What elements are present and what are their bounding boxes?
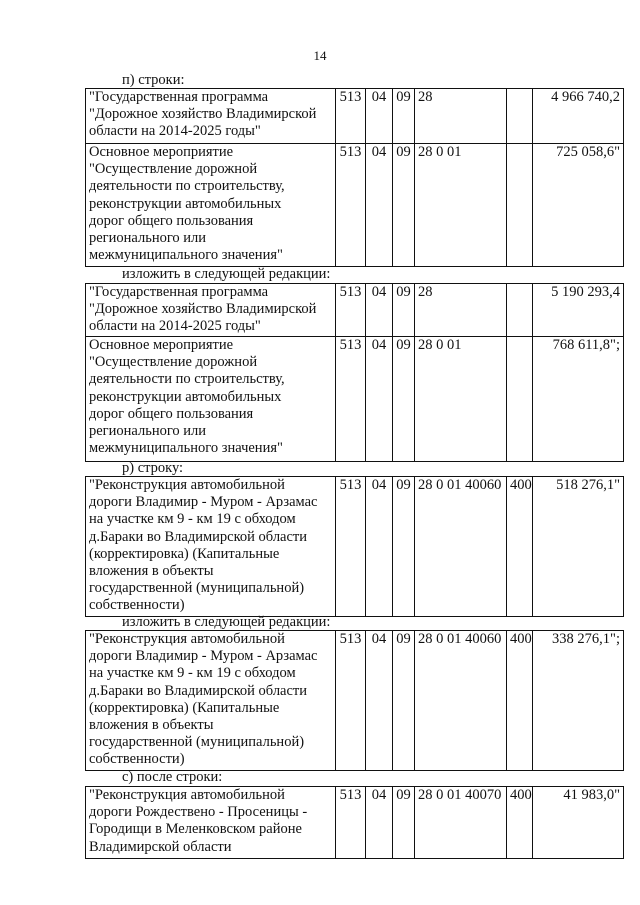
subsection-code: 09 <box>393 337 415 462</box>
table-row <box>86 787 624 859</box>
row-name: "Государственная программа "Дорожное хозяйство Владимирской области на 2014-2025 годы" <box>86 89 336 144</box>
subsection-code: 09 <box>393 477 415 617</box>
subsection-code: 09 <box>393 89 415 144</box>
ministry-code: 513 <box>336 477 366 617</box>
row-name: "Реконструкция автомобильной дороги Владимир - Муром - Арзамас на участке км 9 - км 19 с обходом д.Бараки во Владимирской области (корректировка) (Капитальные вложения в объекты государственной (муниципальной) собственности) <box>86 631 336 771</box>
budget-table <box>85 630 624 771</box>
expense-type-code <box>507 144 533 267</box>
amount: 4 966 740,2 <box>533 89 624 144</box>
table-row <box>86 337 624 462</box>
row-name: "Реконструкция автомобильной дороги Рождествено - Просеницы - Городищи в Меленковском районе Владимирской области <box>86 787 336 859</box>
ministry-code: 513 <box>336 144 366 267</box>
target-article-code: 28 0 01 40060 <box>415 631 507 771</box>
table-row <box>86 477 624 617</box>
section-caption: п) строки: <box>122 72 185 88</box>
table-row <box>86 284 624 337</box>
section-caption: р) строку: <box>122 460 184 476</box>
amount: 338 276,1"; <box>533 631 624 771</box>
expense-type-code: 400 <box>507 787 533 859</box>
target-article-code: 28 0 01 40070 <box>415 787 507 859</box>
table-row <box>86 144 624 267</box>
expense-type-code <box>507 284 533 337</box>
ministry-code: 513 <box>336 631 366 771</box>
budget-table <box>85 786 624 859</box>
subsection-code: 09 <box>393 144 415 267</box>
target-article-code: 28 <box>415 89 507 144</box>
table-row <box>86 89 624 144</box>
section-caption: изложить в следующей редакции: <box>122 614 331 630</box>
section-code: 04 <box>366 144 393 267</box>
amount: 518 276,1" <box>533 477 624 617</box>
section-caption: с) после строки: <box>122 769 223 785</box>
ministry-code: 513 <box>336 89 366 144</box>
expense-type-code: 400 <box>507 631 533 771</box>
section-code: 04 <box>366 477 393 617</box>
row-name: "Государственная программа "Дорожное хозяйство Владимирской области на 2014-2025 годы" <box>86 284 336 337</box>
subsection-code: 09 <box>393 787 415 859</box>
amount: 725 058,6" <box>533 144 624 267</box>
ministry-code: 513 <box>336 337 366 462</box>
expense-type-code <box>507 337 533 462</box>
target-article-code: 28 0 01 <box>415 337 507 462</box>
target-article-code: 28 0 01 <box>415 144 507 267</box>
row-name: Основное мероприятие "Осуществление дорожной деятельности по строительству, реконструкции автомобильных дорог общего пользования регионального или межмуниципального значения" <box>86 144 336 267</box>
amount: 5 190 293,4 <box>533 284 624 337</box>
budget-table <box>85 283 624 462</box>
section-code: 04 <box>366 284 393 337</box>
expense-type-code <box>507 89 533 144</box>
target-article-code: 28 <box>415 284 507 337</box>
page-number: 14 <box>313 48 327 63</box>
subsection-code: 09 <box>393 631 415 771</box>
row-name: Основное мероприятие "Осуществление дорожной деятельности по строительству, реконструкции автомобильных дорог общего пользования регионального или межмуниципального значения" <box>86 337 336 462</box>
section-caption: изложить в следующей редакции: <box>122 266 331 282</box>
amount: 768 611,8"; <box>533 337 624 462</box>
section-code: 04 <box>366 631 393 771</box>
target-article-code: 28 0 01 40060 <box>415 477 507 617</box>
budget-table <box>85 88 624 267</box>
budget-table <box>85 476 624 617</box>
section-code: 04 <box>366 787 393 859</box>
amount: 41 983,0" <box>533 787 624 859</box>
expense-type-code: 400 <box>507 477 533 617</box>
row-name: "Реконструкция автомобильной дороги Владимир - Муром - Арзамас на участке км 9 - км 19 с обходом д.Бараки во Владимирской области (корректировка) (Капитальные вложения в объекты государственной (муниципальной) собственности) <box>86 477 336 617</box>
section-code: 04 <box>366 89 393 144</box>
ministry-code: 513 <box>336 284 366 337</box>
ministry-code: 513 <box>336 787 366 859</box>
subsection-code: 09 <box>393 284 415 337</box>
section-code: 04 <box>366 337 393 462</box>
table-row <box>86 631 624 771</box>
